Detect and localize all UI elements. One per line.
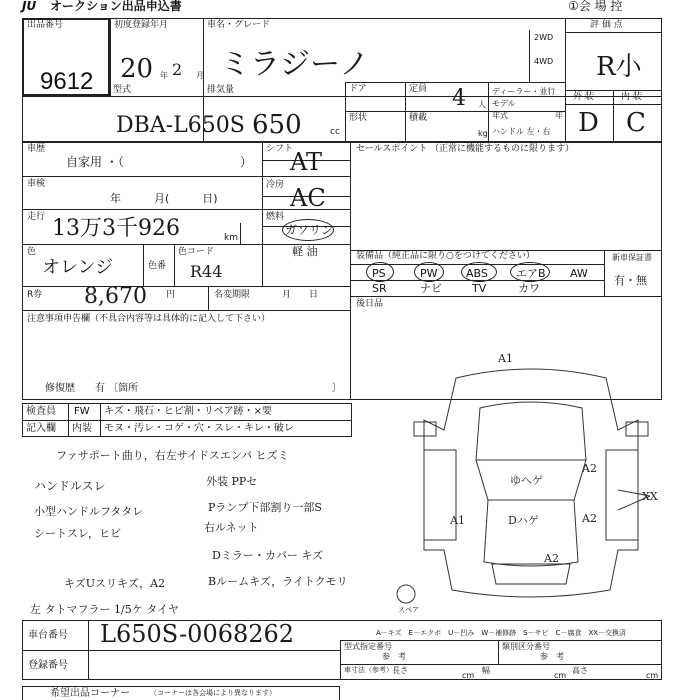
- recorder-items: モヌ・汚レ・コゲ・穴・スレ・キレ・破レ: [104, 423, 294, 434]
- chassis-no-value: L650S-0068262: [100, 620, 295, 648]
- note-line-4: 小型ハンドルフタタレ: [34, 505, 144, 518]
- aircon-label: 冷房: [266, 180, 285, 190]
- copy-label: ①会 場 控: [568, 0, 623, 13]
- equipment-aw: AW: [570, 267, 588, 280]
- inspection-label: 車検: [27, 179, 46, 189]
- chassis-no-label: 車台番号: [28, 630, 68, 641]
- exterior-grade-value: D: [578, 108, 599, 138]
- displacement-label: 排気量: [207, 85, 235, 95]
- color-code-value: R44: [190, 262, 223, 281]
- color-code-label: 色コード: [178, 247, 215, 257]
- door-label: ドア: [349, 84, 367, 94]
- equipment-navi: ナビ: [420, 282, 442, 295]
- interior-grade-value: C: [626, 108, 646, 138]
- grade-eval-label: 評 価 点: [590, 20, 623, 30]
- color-no-label: 色番: [148, 261, 167, 271]
- inspector-label: 検査員: [26, 406, 56, 417]
- note-line-10: Bルームキズ，ライトクモリ: [208, 575, 348, 588]
- width-label: 幅: [482, 666, 490, 675]
- car-history-label: 車歴: [27, 144, 46, 154]
- load-label: 積載: [409, 113, 428, 123]
- model-code-value: DBA-L650S: [116, 113, 245, 138]
- first-reg-year-value: 20: [120, 54, 154, 84]
- equipment-airbag: エアB: [516, 267, 546, 280]
- month-char: 月: [196, 71, 204, 80]
- fuel-circle: [282, 219, 334, 241]
- shift-label: シフト: [266, 144, 294, 154]
- fuel-label: 燃料: [266, 212, 285, 222]
- equipment-leather: カワ: [518, 282, 540, 295]
- car-hood: [476, 402, 586, 460]
- car-name-value: ミラジーノ: [220, 47, 370, 82]
- car-name-label: 車名・グレード: [207, 20, 271, 30]
- mark-roof-note: Dハゲ: [508, 514, 539, 527]
- car-history-close: ）: [240, 155, 253, 169]
- year-char: 年: [160, 71, 168, 80]
- lot-number-label: 出品番号: [27, 20, 64, 30]
- equipment-pw: PW: [420, 267, 438, 280]
- first-reg-month-value: 2: [172, 60, 183, 79]
- four-wd-label: 4WD: [534, 57, 554, 66]
- recorder-label: 記入欄: [26, 423, 56, 434]
- exterior-label: 外 装: [573, 92, 594, 102]
- equipment-label: 装備品（純正品に限り○をつけてください）: [356, 251, 535, 261]
- equipment-abs: ABS: [466, 267, 488, 280]
- note-line-8: Dミラー・カバー キズ: [212, 549, 324, 562]
- shape-label: 形状: [349, 113, 368, 123]
- desired-corner-label: 希望出品コーナー: [50, 688, 130, 699]
- mark-a2-right-lower: A2: [582, 512, 597, 525]
- fw-label: FW: [74, 406, 90, 417]
- note-line-1: ファサポート曲り，右左サイドスエンパ ヒズミ: [56, 449, 289, 462]
- score-value: R小: [596, 52, 642, 82]
- kg-label: kg: [478, 129, 488, 138]
- equipment-tv: TV: [472, 282, 487, 295]
- legend-text: A－キズ E－エクボ U－凹み W－補修跡 S－サビ C－腐食 XX－交換済: [376, 629, 627, 637]
- note-line-7: 右ルネット: [204, 521, 259, 534]
- mark-a2-rear: A2: [544, 552, 559, 565]
- mark-spare: スペア: [398, 606, 419, 614]
- displacement-value: 650: [252, 110, 302, 140]
- mileage-label: 走行: [27, 212, 46, 222]
- notes-label: 注意事項申告欄（不具合内容等は具体的に記入して下さい）: [27, 314, 271, 324]
- sales-point-label: セールスポイント （正常に機能するものに限ります）: [356, 144, 575, 154]
- capacity-value: 4: [452, 86, 466, 111]
- recycle-value: 8,670: [84, 284, 147, 309]
- model-label: 型式: [113, 85, 132, 95]
- circle-pw: [414, 262, 444, 282]
- interior-label: 内 装: [621, 92, 642, 102]
- color-value: オレンジ: [42, 257, 114, 278]
- note-line-3: 外装 PPセ: [206, 475, 258, 488]
- name-change-label: 名変期限: [214, 290, 251, 300]
- circle-ps: [366, 262, 394, 282]
- desired-corner-note: （コーナーは各会場により異なります）: [150, 689, 276, 697]
- fuel-value: ガソリン: [285, 223, 334, 237]
- car-history-value: 自家用 ・（: [66, 155, 124, 169]
- warranty-value: 有・無: [614, 274, 647, 287]
- post-date-label: 後日品: [356, 299, 384, 309]
- form-logo: JU: [22, 0, 37, 13]
- rear-window: [492, 564, 570, 584]
- cc-label: cc: [330, 127, 340, 137]
- form-header: [22, 0, 662, 14]
- inspector-items: キズ・飛石・ヒビ割・リペア跡・×要: [104, 406, 272, 417]
- width-cm: cm: [554, 671, 567, 680]
- two-wd-label: 2WD: [534, 33, 554, 42]
- dimensions-label: 車寸法（参考）: [344, 666, 393, 674]
- capacity-label: 定員: [409, 84, 428, 94]
- note-line-11: 左 タトマフラー 1/5ケ タイヤ: [30, 603, 179, 616]
- inspection-value: 年 月( 日): [110, 192, 218, 205]
- length-cm: cm: [462, 671, 475, 680]
- circle-abs: [461, 262, 497, 282]
- year-suffix: 年: [555, 111, 563, 120]
- name-change-value: 月 日: [282, 290, 319, 300]
- equipment-sr: SR: [372, 282, 387, 295]
- person-label: 人: [478, 100, 486, 109]
- circle-airbag: [510, 262, 550, 282]
- mileage-value: 13万3千926: [52, 216, 180, 241]
- spare-tire: [397, 585, 415, 603]
- mark-a1-left: A1: [450, 514, 465, 527]
- right-door: [606, 450, 638, 540]
- lot-number-value: 9612: [40, 68, 94, 95]
- form-title: オークション出品申込書: [50, 0, 182, 13]
- mark-xx: XX: [642, 490, 658, 503]
- first-reg-label: 初度登録年月: [114, 20, 169, 30]
- height-label: 高さ: [572, 666, 588, 675]
- color-label: 色: [27, 247, 37, 257]
- shift-value: AT: [290, 148, 323, 176]
- dealer-parallel-label: ディーラー・並行: [492, 87, 556, 96]
- repair-close: 〕: [332, 383, 342, 394]
- mark-hood-note: ゆへゲ: [510, 474, 543, 487]
- repair-label: 修復歴 有 〔箇所: [45, 383, 139, 394]
- height-cm: cm: [646, 671, 659, 680]
- recycle-label: R券: [27, 290, 43, 300]
- note-line-9: キズUスリキズ，A2: [64, 577, 166, 590]
- new-warranty-label: 新車保証書: [612, 253, 652, 262]
- note-line-6: シートスレ，ヒビ: [34, 527, 122, 540]
- car-damage-diagram: [396, 350, 666, 620]
- aircon-value: AC: [290, 184, 326, 212]
- handle-label: ハンドル 左・右: [492, 127, 551, 136]
- mark-a2-right-upper: A2: [582, 462, 597, 475]
- model-year-label-2: 年式: [492, 111, 508, 120]
- equipment-ps: PS: [372, 267, 386, 280]
- km-label: km: [224, 233, 238, 243]
- note-line-2: ハンドルスレ: [34, 479, 106, 493]
- reg-no-label: 登録番号: [28, 660, 68, 671]
- type-designation-label: 型式指定番号: [344, 642, 392, 651]
- interior-short-label: 内装: [72, 423, 92, 434]
- type-designation-ref: 参 考: [382, 652, 406, 661]
- car-roof: [484, 500, 578, 566]
- category-no-ref: 参 考: [540, 652, 564, 661]
- note-line-5: Pランプ下部割り一部S: [208, 501, 322, 514]
- yen-label: 円: [166, 290, 176, 300]
- model-year-label: モデル: [492, 99, 516, 108]
- fuel-diesel-label: 軽 油: [292, 245, 318, 258]
- length-label: 長さ: [392, 666, 408, 675]
- mark-a1-top: A1: [498, 352, 513, 365]
- category-no-label: 類別区分番号: [502, 642, 550, 651]
